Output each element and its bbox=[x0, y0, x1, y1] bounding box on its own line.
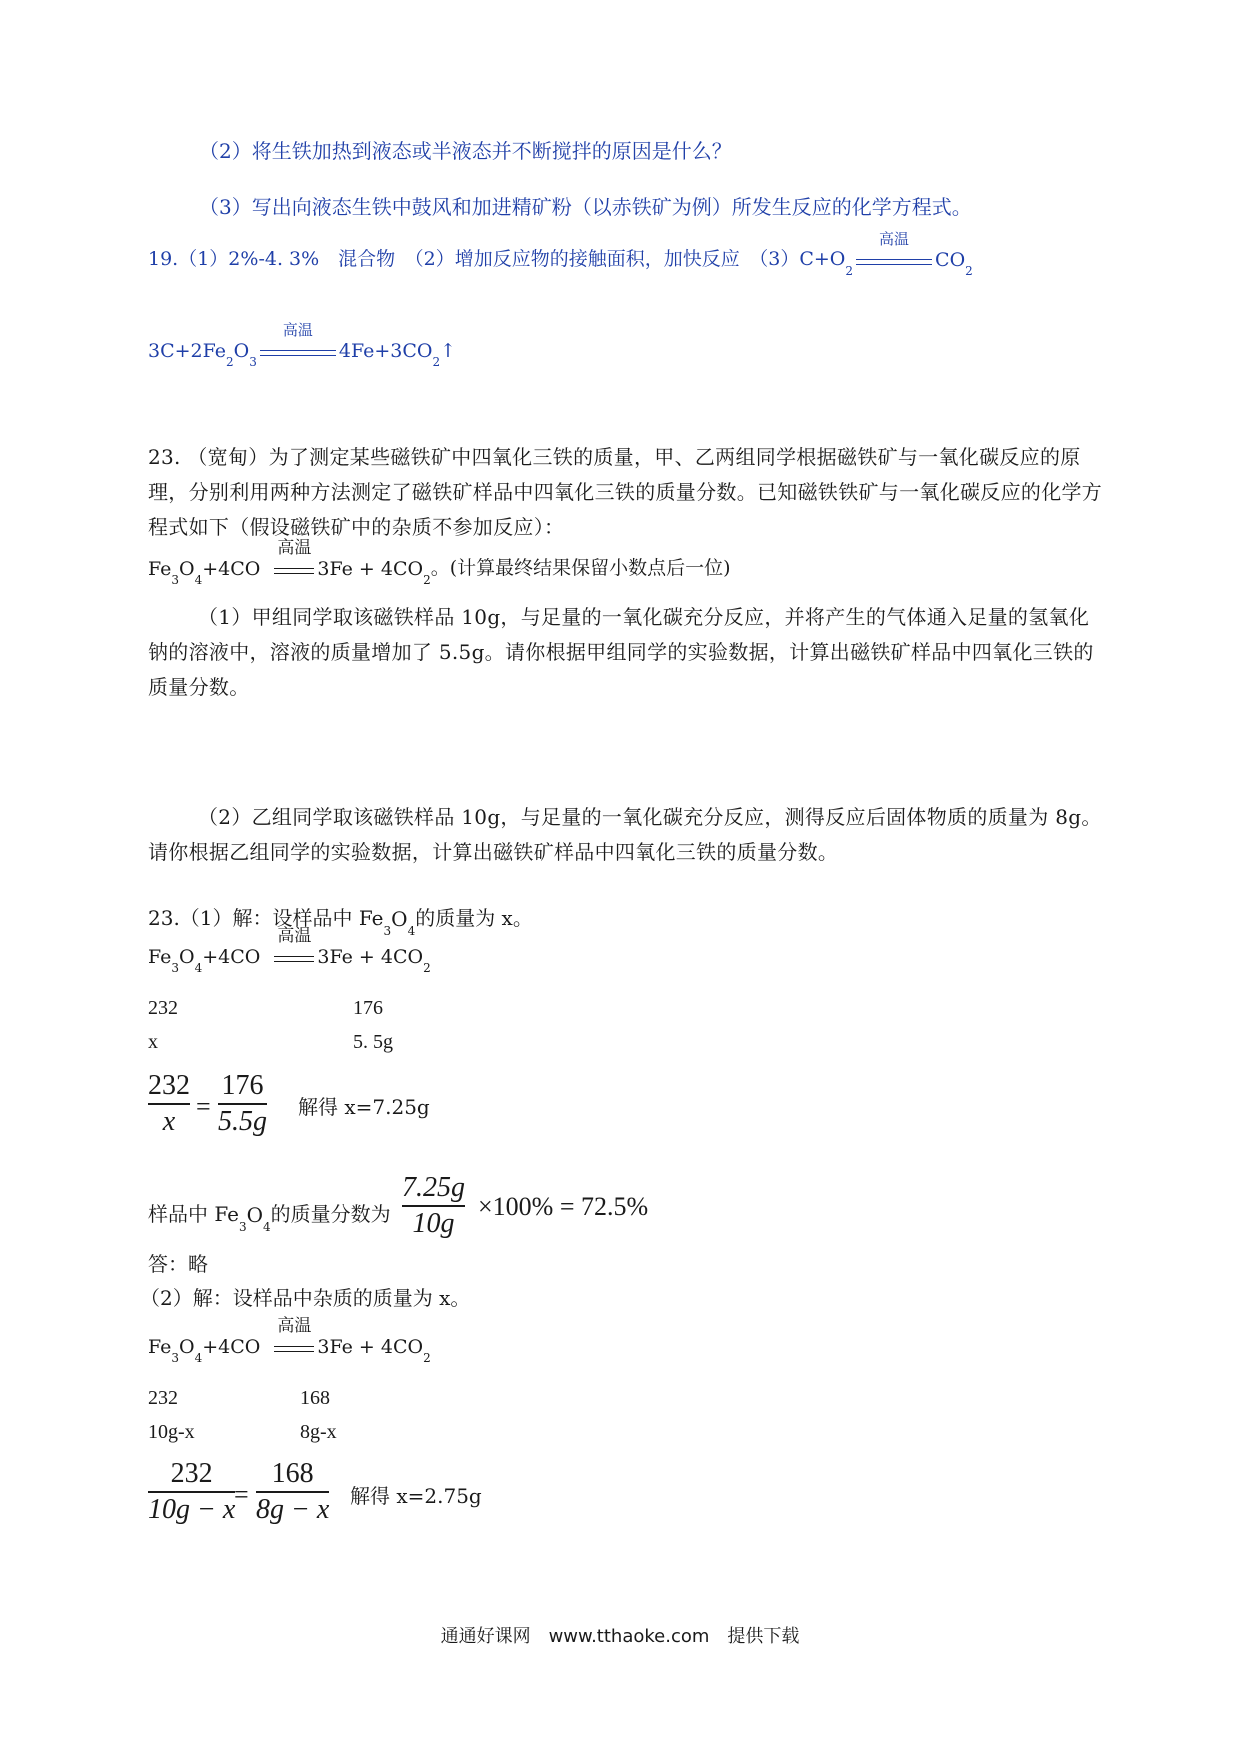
molar-mass-fe3o4: 232 bbox=[148, 997, 178, 1019]
unknown-x: x bbox=[148, 1031, 158, 1053]
q23-equation: Fe 3 O 4 +4CO 高温 3Fe + 4CO 2 。(计算最终结果保留小数点后一位) bbox=[148, 538, 731, 587]
reaction-condition: 高温 bbox=[854, 249, 934, 271]
ans23-part2-equation: Fe 3 O 4 +4CO 高温 3Fe + 4CO 2 bbox=[148, 1316, 431, 1365]
reaction-condition: 高温 bbox=[272, 1336, 316, 1358]
sample-minus-x: 10g-x bbox=[148, 1421, 195, 1443]
proportion-right-fraction: 176 5.5g bbox=[218, 1070, 267, 1137]
mass-fraction-result: ×100% = 72.5% bbox=[478, 1192, 649, 1221]
ans23-part1-heading: 23.（1）解：设样品中 Fe 3 O 4 的质量为 x。 bbox=[148, 906, 533, 938]
solution-result-1: 解得 x=7.25g bbox=[298, 1095, 430, 1119]
q23-intro: 23. （宽甸）为了测定某些磁铁矿中四氧化三铁的质量，甲、乙两组同学根据磁铁矿与一氧化碳反应的原理，分别利用两种方法测定了磁铁矿样品中四氧化三铁的质量分数。已知磁铁铁矿与一氧化碳反应的化学方程式如下（假设磁铁矿中的杂质不参加反应）： bbox=[148, 445, 1103, 539]
q23-part2: （2）乙组同学取该磁铁样品 10g，与足量的一氧化碳充分反应，测得反应后固体物质的质量为 8g。请你根据乙组同学的实验数据，计算出磁铁矿样品中四氧化三铁的质量分数。 bbox=[148, 805, 1102, 864]
proportion-left-fraction: 232 x bbox=[148, 1070, 190, 1137]
proportion-right-fraction-2: 168 8g − x bbox=[256, 1458, 330, 1525]
mass-fraction-label: 样品中 Fe 3 O 4 的质量分数为 bbox=[148, 1202, 391, 1234]
mass-diff-168: 168 bbox=[300, 1387, 330, 1409]
reaction-condition: 高温 bbox=[272, 558, 316, 580]
solid-minus-x: 8g-x bbox=[300, 1421, 337, 1443]
reaction-condition: 高温 bbox=[258, 340, 338, 362]
mass-co2: 5. 5g bbox=[353, 1031, 393, 1053]
equals-sign: = bbox=[196, 1092, 211, 1121]
q18-sub2: （2）将生铁加热到液态或半液态并不断搅拌的原因是什么？ bbox=[199, 139, 732, 163]
ans23-part1-equation: Fe 3 O 4 +4CO 高温 3Fe + 4CO 2 bbox=[148, 926, 431, 975]
reaction-condition: 高温 bbox=[272, 946, 316, 968]
solution-result-2: 解得 x=2.75g bbox=[350, 1484, 482, 1508]
ans19-line1: 19.（1）2%-4. 3% 混合物 （2）增加反应物的接触面积，加快反应 （3）C+O 2 高温 CO 2 bbox=[148, 230, 973, 278]
molar-mass-co2: 176 bbox=[353, 997, 383, 1019]
ans23-part2-heading: （2）解：设样品中杂质的质量为 x。 bbox=[140, 1286, 471, 1310]
answer-line: 答：略 bbox=[148, 1252, 208, 1276]
proportion-left-fraction-2: 232 10g − x bbox=[148, 1458, 236, 1525]
q18-sub3: （3）写出向液态生铁中鼓风和加进精矿粉（以赤铁矿为例）所发生反应的化学方程式。 bbox=[199, 195, 972, 219]
mass-fraction-fraction: 7.25g 10g bbox=[402, 1172, 465, 1239]
equals-sign-2: = bbox=[234, 1480, 249, 1509]
molar-mass-fe3o4-2: 232 bbox=[148, 1387, 178, 1409]
q23-part1: （1）甲组同学取该磁铁样品 10g，与足量的一氧化碳充分反应，并将产生的气体通入足量的氢氧化钠的溶液中，溶液的质量增加了 5.5g。请你根据甲组同学的实验数据，计算出磁铁矿样品中四氧化三铁的质量分数。 bbox=[148, 605, 1094, 699]
ans19-line2: 3C+2Fe 2 O 3 高温 4Fe+3CO 2 ↑ bbox=[148, 321, 457, 369]
page-footer: 通通好课网 www.tthaoke.com 提供下载 bbox=[440, 1626, 800, 1647]
